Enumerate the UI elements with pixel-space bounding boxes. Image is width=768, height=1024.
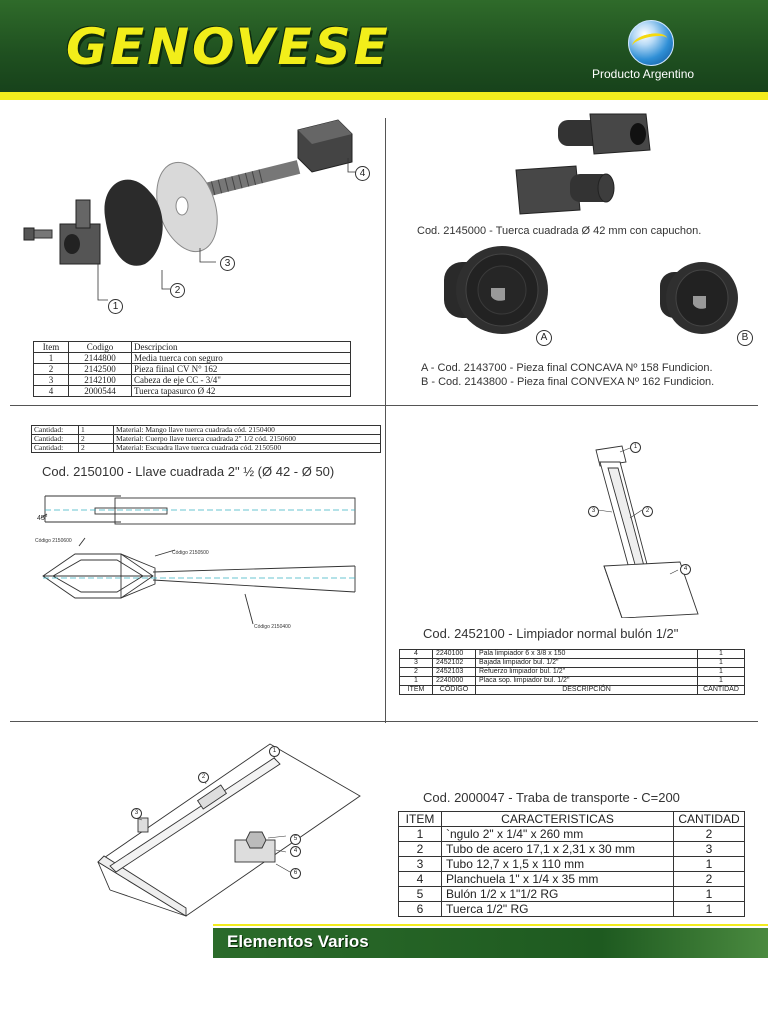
parts-table-assembly — [33, 341, 351, 397]
small-screw-icon — [24, 228, 52, 240]
lock-callout-3: 3 — [131, 808, 142, 819]
footer-title: Elementos Varios — [227, 932, 369, 951]
tagline: Producto Argentino — [592, 67, 695, 81]
footer-section-banner — [213, 928, 768, 958]
transport-lock-title: Cod. 2000047 - Traba de transporte - C=200 — [423, 790, 680, 805]
footer-stripe — [213, 924, 768, 926]
parts-table-transport-lock — [398, 811, 745, 917]
callout-2: 2 — [170, 283, 185, 298]
table-row: Cantidad: 2 Material: Cuerpo llave tuerca cuadrada 2" 1/2 cód. 2150600 — [32, 435, 381, 444]
cleaner-callout-4: 4 — [680, 564, 691, 575]
cleaner-drawing — [560, 438, 720, 618]
label-a-circle: A — [536, 330, 552, 346]
materials-table-wrench — [31, 425, 381, 453]
wrench-title: Cod. 2150100 - Llave cuadrada 2" ½ (Ø 42 - Ø 50) — [42, 464, 335, 479]
divider-horizontal — [10, 721, 758, 722]
divider-horizontal — [10, 405, 758, 406]
cleaner-callout-2: 2 — [642, 506, 653, 517]
caption-square-nut: Cod. 2145000 - Tuerca cuadrada Ø 42 mm con capuchon. — [417, 225, 702, 237]
table-row: 1 2240000 Placa sop. limpiador bul. 1/2" 1 — [400, 677, 745, 686]
cleaner-callout-3: 3 — [588, 506, 599, 517]
square-nut-icon — [516, 166, 614, 214]
table-row: 3 2142100 Cabeza de eje CC - 3/4" — [34, 375, 351, 386]
caption-concave: A - Cod. 2143700 - Pieza final CONCAVA Nº 158 Fundicion. — [421, 362, 713, 374]
col-descripcion: Descripcion — [132, 342, 351, 353]
col-codigo: Codigo — [69, 342, 132, 353]
label-code-2150600: Código 2150600 — [35, 538, 72, 544]
label-b-circle: B — [737, 330, 753, 346]
label-code-2150400: Código 2150400 — [254, 624, 291, 630]
table-header-row: ITEM CARACTERISTICAS CANTIDAD — [399, 812, 745, 827]
lock-callout-5: 5 — [290, 834, 301, 845]
lock-callout-1: 1 — [269, 746, 280, 757]
brand-logo: GENOVESE — [66, 18, 391, 76]
half-nut-icon — [60, 200, 100, 264]
col-item: Item — [34, 342, 69, 353]
table-row: 3 Tubo 12,7 x 1,5 x 110 mm 1 — [399, 857, 745, 872]
table-row: 4 2240100 Pala limpiador 6 x 3/8 x 150 1 — [400, 650, 745, 659]
cleaner-callout-1: 1 — [630, 442, 641, 453]
label-code-2150500: Código 2150500 — [172, 550, 209, 556]
lock-callout-4: 4 — [290, 846, 301, 857]
caption-convex: B - Cod. 2143800 - Pieza final CONVEXA Nº 162 Fundicion. — [421, 376, 715, 388]
lock-callout-6: 6 — [290, 868, 301, 879]
table-row: 6 Tuerca 1/2" RG 1 — [399, 902, 745, 917]
table-row: 5 Bulón 1/2 x 1"1/2 RG 1 — [399, 887, 745, 902]
table-row: 2 2452103 Refuerzo limpiador bul. 1/2" 1 — [400, 668, 745, 677]
callout-4: 4 — [355, 166, 370, 181]
table-row: 4 Planchuela 1" x 1/4 x 35 mm 2 — [399, 872, 745, 887]
assembly-drawing — [20, 112, 380, 332]
end-piece-concave-drawing — [436, 242, 556, 342]
table-row: 2 2142500 Pieza fiinal CV N° 162 — [34, 364, 351, 375]
table-row: 1 `ngulo 2" x 1/4" x 260 mm 2 — [399, 827, 745, 842]
square-nuts-drawing — [500, 110, 660, 220]
table-row: Cantidad: 2 Material: Escuadra llave tuerca cuadrada cód. 2150500 — [32, 444, 381, 453]
svg-text:45°: 45° — [37, 515, 48, 522]
table-row: Cantidad: 1 Material: Mango llave tuerca cuadrada cód. 2150400 — [32, 426, 381, 435]
cleaner-title: Cod. 2452100 - Limpiador normal bulón 1/2" — [423, 626, 679, 641]
table-header-row — [34, 342, 351, 353]
callout-1: 1 — [108, 299, 123, 314]
cone-piece-icon — [104, 180, 162, 266]
transport-lock-drawing — [90, 740, 390, 920]
divider-vertical — [385, 118, 386, 723]
end-piece-convex-drawing — [654, 256, 744, 340]
wrench-drawing — [25, 486, 365, 636]
parts-table-cleaner — [399, 649, 745, 695]
header-stripe — [0, 92, 768, 100]
page-header — [0, 0, 768, 98]
table-footer-row: ITEM CÓDIGO DESCRIPCIÓN CANTIDAD — [400, 686, 745, 695]
table-row: 4 2000544 Tuerca tapasurco Ø 42 — [34, 386, 351, 397]
lock-callout-2: 2 — [198, 772, 209, 783]
callout-3: 3 — [220, 256, 235, 271]
table-row: 1 2144800 Media tuerca con seguro — [34, 353, 351, 364]
square-nut-cap-icon — [558, 114, 650, 154]
table-row: 2 Tubo de acero 17,1 x 2,31 x 30 mm 3 — [399, 842, 745, 857]
table-row: 3 2452102 Bajada limpiador bul. 1/2" 1 — [400, 659, 745, 668]
bolt-icon — [200, 120, 352, 198]
